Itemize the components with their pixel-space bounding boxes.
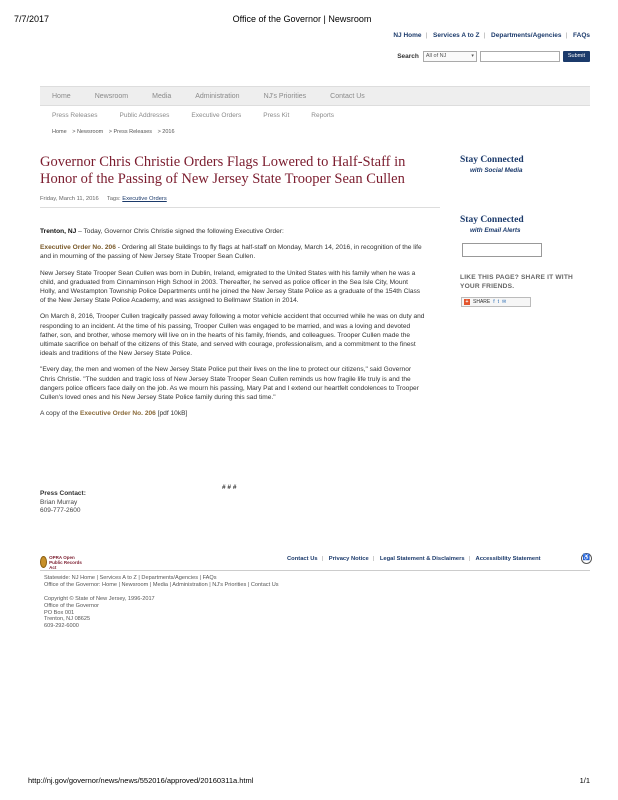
article-text: - Ordering all State buildings to fly flags at half-staff on Monday, March 14, 2016, in recognition of the life and in mourning of the passing of New Jersey State Trooper Sean Cullen. bbox=[40, 244, 422, 261]
footer-privacy-notice[interactable]: Privacy Notice bbox=[328, 556, 369, 562]
article-text: A copy of the bbox=[40, 410, 80, 418]
breadcrumb-home[interactable]: Home bbox=[52, 129, 67, 135]
press-contact bbox=[40, 490, 86, 516]
page-url: http://nj.gov/governor/news/news/552016/approved/20160311a.html bbox=[28, 776, 254, 785]
accessibility-icon[interactable]: ♿ bbox=[581, 553, 592, 564]
executive-order-pdf-link[interactable]: Executive Order No. 206 bbox=[79, 410, 156, 418]
tag-link[interactable]: Executive Orders bbox=[122, 196, 167, 202]
state-seal-icon bbox=[40, 556, 47, 568]
subnav-press-kit[interactable]: Press Kit bbox=[263, 112, 290, 119]
nav-media[interactable]: Media bbox=[152, 92, 172, 100]
opra-logo-text: OPRA Open Public Records Act bbox=[49, 554, 82, 570]
opra-logo[interactable] bbox=[40, 555, 84, 569]
address-line: Office of the Governor bbox=[44, 602, 99, 609]
nav-newsroom[interactable]: Newsroom bbox=[94, 92, 129, 100]
subnav-executive-orders[interactable]: Executive Orders bbox=[191, 112, 242, 119]
email-icon: ✉ bbox=[502, 299, 507, 305]
print-date: 7/7/2017 bbox=[14, 14, 50, 24]
article-paragraph: New Jersey State Trooper Sean Cullen was born in Dublin, Ireland, emigrated to the United States with his family when he was a child, and graduated from Cinnaminson High School in 2003. Thereafter, he served as police officer in the Sea Isle City, Mount Holly, and Westampton Township Police Departments until he joined the New Jersey State Police as a graduate of the 154th Class of the New Jersey State Police Academy, and was assigned to Bellmawr Station in 2014. bbox=[40, 269, 421, 305]
article-dateline bbox=[40, 196, 167, 202]
top-link-faqs[interactable]: FAQs bbox=[573, 32, 590, 39]
top-link-services[interactable]: Services A to Z bbox=[433, 32, 480, 39]
search-scope-value: All of NJ bbox=[425, 52, 447, 59]
main-nav bbox=[40, 86, 590, 106]
top-link-departments[interactable]: Departments/Agencies bbox=[491, 32, 562, 39]
press-contact-heading: Press Contact: bbox=[40, 490, 86, 497]
email-alerts-link[interactable]: with Email Alerts bbox=[470, 227, 521, 234]
footer-copyright bbox=[44, 596, 155, 630]
press-contact-phone: 609-777-2600 bbox=[40, 507, 81, 514]
end-marks: # # # bbox=[222, 484, 237, 491]
breadcrumb-press-releases[interactable]: > Press Releases bbox=[108, 129, 153, 135]
statewide-links[interactable]: Statewide: NJ Home | Services A to Z | Departments/Agencies | FAQs bbox=[44, 575, 217, 581]
office-links[interactable]: Office of the Governor: Home | Newsroom | Media | Administration | NJ's Priorities | Contact Us bbox=[44, 581, 279, 588]
subnav-press-releases[interactable]: Press Releases bbox=[52, 112, 98, 119]
article-paragraph bbox=[40, 227, 425, 236]
article-location: Trenton, NJ bbox=[40, 228, 77, 235]
article-paragraph: On March 8, 2016, Trooper Cullen tragically passed away following a motor vehicle accident that occurred while he was on duty and responding to an incident. At the time of his passing, Trooper Cullen was engaged to be married, and was a loving and devoted father, son, and brother, whose memory will live on in the hearts of his family, friends, and colleagues. Trooper Cullen made the ultimate sacrifice on behalf of the citizens of this State, and served with courage, professionalism, and a commitment to the finest ideals and traditions of the New Jersey State Police. bbox=[40, 313, 425, 358]
article-text: – Today, Governor Chris Christie signed the following Executive Order: bbox=[76, 228, 284, 235]
share-button[interactable] bbox=[461, 297, 531, 307]
divider bbox=[40, 570, 590, 571]
twitter-icon: t bbox=[497, 299, 500, 305]
footer-accessibility[interactable]: Accessibility Statement bbox=[475, 556, 541, 562]
address-phone: 609-292-6000 bbox=[44, 623, 79, 630]
facebook-icon: f bbox=[493, 299, 495, 305]
share-prompt: LIKE THIS PAGE? SHARE IT WITH YOUR FRIENDS. bbox=[460, 274, 574, 290]
search-input[interactable] bbox=[480, 51, 560, 62]
print-header bbox=[14, 14, 590, 26]
social-title: Stay Connected bbox=[460, 155, 524, 165]
chevron-down-icon: ▾ bbox=[471, 52, 474, 59]
share-label: SHARE bbox=[473, 299, 491, 305]
nav-priorities[interactable]: NJ's Priorities bbox=[263, 92, 307, 100]
search-submit-button[interactable]: Submit bbox=[563, 51, 590, 62]
tags-label: Tags: bbox=[106, 196, 121, 202]
article-paragraph: "Every day, the men and women of the New Jersey State Police put their lives on the line to protect our citizens," said Governor Chris Christie. "The sudden and tragic loss of New Jersey State Trooper Sean Cullen reminds us how fragile life truly is and the dangers police officers face daily on the job. As we mourn his passing, Mary Pat and I extend our heartfelt condolences to Trooper Cullen's loved ones and his New Jersey State Police family during this sad time." bbox=[40, 366, 419, 402]
footer-legal-statement[interactable]: Legal Statement & Disclaimers bbox=[379, 556, 465, 562]
search-label: Search bbox=[397, 52, 419, 60]
page-number: 1/1 bbox=[579, 776, 590, 785]
pdf-size: [pdf 10kB] bbox=[155, 410, 188, 418]
footer-links: Contact Us | Privacy Notice | Legal Statement & Disclaimers | Accessibility Statement bbox=[287, 556, 541, 562]
breadcrumb-year[interactable]: > 2016 bbox=[157, 129, 175, 135]
email-field[interactable] bbox=[462, 243, 542, 257]
sub-nav bbox=[52, 112, 334, 119]
divider bbox=[40, 207, 440, 208]
breadcrumb-newsroom[interactable]: > Newsroom bbox=[72, 129, 104, 135]
print-title: Office of the Governor | Newsroom bbox=[232, 14, 372, 24]
print-footer bbox=[28, 776, 590, 786]
breadcrumb bbox=[52, 129, 179, 135]
social-media-link[interactable]: with Social Media bbox=[470, 167, 523, 174]
footer-contact-us[interactable]: Contact Us bbox=[287, 556, 318, 562]
subnav-reports[interactable]: Reports bbox=[311, 112, 335, 119]
executive-order-link[interactable]: Executive Order No. 206 bbox=[40, 244, 116, 252]
article-paragraph bbox=[40, 243, 425, 261]
page-title: Governor Chris Christie Orders Flags Lowered to Half-Staff in Honor of the Passing of New Jersey State Trooper Sean Cullen bbox=[40, 154, 406, 187]
email-title: Stay Connected bbox=[460, 215, 524, 225]
article-date: Friday, March 11, 2016 bbox=[40, 196, 99, 202]
article-body bbox=[40, 227, 425, 425]
footer-statewide bbox=[44, 575, 279, 589]
nav-home[interactable]: Home bbox=[52, 92, 71, 100]
copyright-text: Copyright © State of New Jersey, 1996-2017 bbox=[44, 596, 155, 602]
press-contact-name: Brian Murray bbox=[40, 498, 78, 506]
nav-contact[interactable]: Contact Us bbox=[330, 92, 365, 100]
article-paragraph bbox=[40, 409, 425, 418]
search-bar bbox=[397, 50, 590, 62]
top-links: NJ Home | Services A to Z | Departments/Agencies | FAQs bbox=[393, 32, 590, 39]
address-line: Trenton, NJ 08625 bbox=[44, 616, 91, 623]
search-scope-select[interactable] bbox=[423, 51, 477, 62]
top-link-nj-home[interactable]: NJ Home bbox=[393, 32, 422, 39]
plus-icon: + bbox=[465, 299, 469, 305]
nav-administration[interactable]: Administration bbox=[195, 92, 240, 100]
subnav-public-addresses[interactable]: Public Addresses bbox=[119, 112, 170, 119]
address-line: PO Box 001 bbox=[44, 609, 75, 616]
